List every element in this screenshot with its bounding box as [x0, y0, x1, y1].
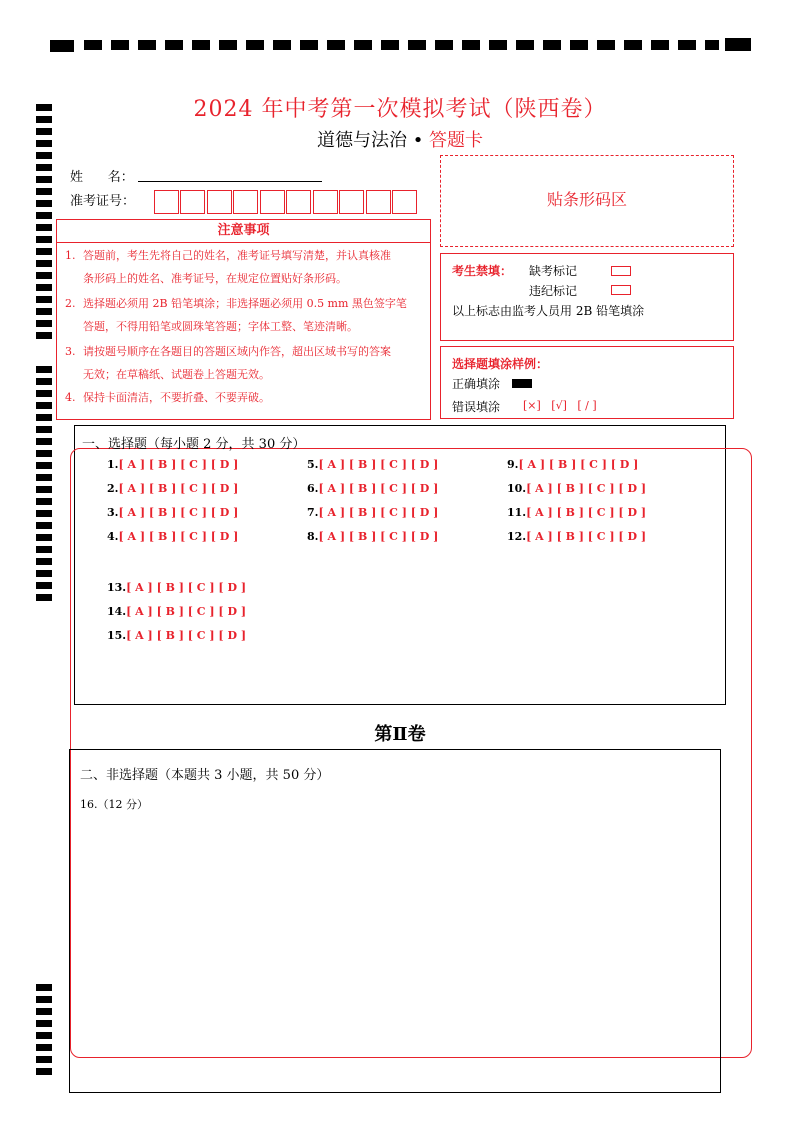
- notice-heading: 注意事项: [57, 220, 430, 243]
- id-label: 准考证号：: [70, 194, 136, 209]
- id-digit-box[interactable]: [313, 190, 338, 214]
- question-4[interactable]: 4.[ A ] [ B ] [ C ] [ D ]: [107, 530, 239, 543]
- id-digit-box[interactable]: [154, 190, 179, 214]
- id-digit-box[interactable]: [339, 190, 364, 214]
- absent-label: 缺考标记: [529, 264, 578, 278]
- id-digit-box[interactable]: [180, 190, 205, 214]
- proctor-label: 考生禁填：: [452, 264, 513, 278]
- name-label: 姓 名：: [70, 170, 134, 185]
- question-12[interactable]: 12.[ A ] [ B ] [ C ] [ D ]: [507, 530, 647, 543]
- question-14[interactable]: 14.[ A ] [ B ] [ C ] [ D ]: [107, 605, 247, 618]
- id-digit-box[interactable]: [286, 190, 311, 214]
- notice-box: [56, 219, 431, 420]
- id-digit-box[interactable]: [260, 190, 285, 214]
- filled-sample-icon: [512, 379, 532, 388]
- id-digit-box[interactable]: [366, 190, 391, 214]
- section1-title: 一、选择题（每小题 2 分，共 30 分）: [82, 437, 306, 452]
- question-8[interactable]: 8.[ A ] [ B ] [ C ] [ D ]: [307, 530, 439, 543]
- question-11[interactable]: 11.[ A ] [ B ] [ C ] [ D ]: [507, 506, 647, 519]
- section2-title: 二、非选择题（本题共 3 小题，共 50 分）: [80, 768, 330, 783]
- question-5[interactable]: 5.[ A ] [ B ] [ C ] [ D ]: [307, 458, 439, 471]
- subject-title: [0, 126, 800, 152]
- non-choice-section-box[interactable]: [69, 749, 721, 1093]
- sample-box: [440, 346, 734, 419]
- exam-title: 2024 年中考第一次模拟考试（陕西卷）: [193, 97, 607, 122]
- separator-dot: •: [412, 130, 424, 151]
- wrong-marks: [×] [√] [ / ]: [523, 399, 597, 412]
- id-digit-box[interactable]: [207, 190, 232, 214]
- question-2[interactable]: 2.[ A ] [ B ] [ C ] [ D ]: [107, 482, 239, 495]
- absent-mark-box[interactable]: [611, 266, 631, 276]
- question-6[interactable]: 6.[ A ] [ B ] [ C ] [ D ]: [307, 482, 439, 495]
- question-10[interactable]: 10.[ A ] [ B ] [ C ] [ D ]: [507, 482, 647, 495]
- question-7[interactable]: 7.[ A ] [ B ] [ C ] [ D ]: [307, 506, 439, 519]
- notice-item: 3. 请按题号顺序在各题目的答题区域内作答，超出区域书写的答案 无效；在草稿纸、试题卷上答题无效。: [65, 345, 391, 381]
- violation-mark-box[interactable]: [611, 285, 631, 295]
- subject-name: 道德与法治: [316, 130, 407, 151]
- question-16-label: 16.（12 分）: [80, 798, 148, 811]
- card-label: 答题卡: [429, 130, 484, 151]
- part2-title: 第Ⅱ卷: [374, 724, 426, 745]
- proctor-note: 以上标志由监考人员用 2B 铅笔填涂: [452, 304, 645, 318]
- violation-label: 违纪标记: [529, 284, 578, 298]
- barcode-area: 贴条形码区: [440, 155, 734, 247]
- question-1[interactable]: 1.[ A ] [ B ] [ C ] [ D ]: [107, 458, 239, 471]
- question-13[interactable]: 13.[ A ] [ B ] [ C ] [ D ]: [107, 581, 247, 594]
- sample-heading: 选择题填涂样例：: [452, 357, 549, 371]
- question-3[interactable]: 3.[ A ] [ B ] [ C ] [ D ]: [107, 506, 239, 519]
- correct-label: 正确填涂: [452, 377, 501, 391]
- id-digit-box[interactable]: [233, 190, 258, 214]
- notice-item: 2. 选择题必须用 2B 铅笔填涂；非选择题必须用 0.5 mm 黑色签字笔 答题，不得用铅笔或圆珠笔答题；字体工整、笔迹清晰。: [65, 297, 407, 333]
- id-digit-box[interactable]: [392, 190, 417, 214]
- notice-item: 1. 答题前，考生先将自己的姓名，准考证号填写清楚，并认真核准 条形码上的姓名、准考证号，在规定位置贴好条形码。: [65, 249, 391, 285]
- notice-item: 4. 保持卡面清洁，不要折叠、不要弄破。: [65, 391, 270, 404]
- name-field[interactable]: [138, 181, 322, 182]
- wrong-label: 错误填涂: [452, 400, 501, 414]
- question-15[interactable]: 15.[ A ] [ B ] [ C ] [ D ]: [107, 629, 247, 642]
- proctor-box: [440, 253, 734, 341]
- question-9[interactable]: 9.[ A ] [ B ] [ C ] [ D ]: [507, 458, 639, 471]
